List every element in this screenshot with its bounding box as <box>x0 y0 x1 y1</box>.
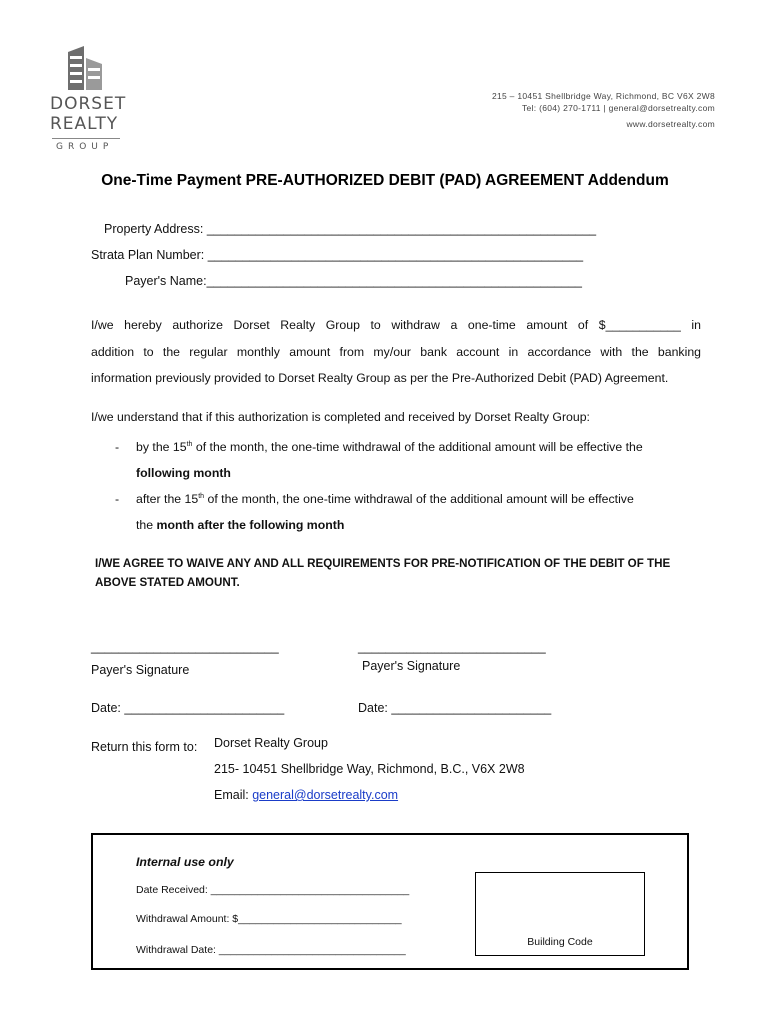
building-logo-icon <box>66 44 106 92</box>
bullet-1-pre: by the 15 <box>136 440 187 454</box>
property-address-field[interactable]: Property Address: ________________________________________________________ <box>104 222 597 236</box>
return-address: 215- 10451 Shellbridge Way, Richmond, B.C., V6X 2W8 <box>214 762 525 776</box>
understand-text: I/we understand that if this authorization is completed and received by Dorset Realty Group: <box>91 410 590 424</box>
waiver-line-1: I/WE AGREE TO WAIVE ANY AND ALL REQUIREMENTS FOR PRE-NOTIFICATION OF THE DEBIT OF THE <box>95 557 671 570</box>
bullet-2-line-2 <box>136 518 344 532</box>
bullet-2-post: of the month, the one-time withdrawal of the additional amount will be effective <box>204 492 634 506</box>
logo-line-3: GROUP <box>56 142 114 152</box>
header-address: 215 – 10451 Shellbridge Way, Richmond, BC V6X 2W8 <box>491 91 715 101</box>
bullet-1-post: of the month, the one-time withdrawal of the additional amount will be effective the <box>192 440 643 454</box>
logo-line-2: REALTY <box>50 114 119 134</box>
bullet-2-sup: th <box>198 492 205 500</box>
logo-line-1: DORSET <box>50 94 127 114</box>
withdrawal-amount-field[interactable]: Withdrawal Amount: $____________________________ <box>136 913 402 925</box>
company-logo <box>50 44 130 156</box>
bullet-2-line-1 <box>136 492 634 506</box>
bullet-1-sup: th <box>186 440 193 448</box>
signature-label-left: Payer's Signature <box>91 663 190 677</box>
authorization-line-3: information previously provided to Dorset Realty Group as per the Pre-Authorized Debit (PAD) Agreement. <box>91 371 669 385</box>
signature-line-right[interactable]: ___________________________ <box>358 640 546 654</box>
signature-label-right: Payer's Signature <box>362 659 461 673</box>
signature-line-left[interactable]: ___________________________ <box>91 640 279 654</box>
return-email-label: Email: <box>214 788 253 802</box>
bullet-dash-1: - <box>115 440 120 454</box>
bullet-2-line-2-bold: month after the following month <box>156 518 345 532</box>
bullet-1-line-1 <box>136 440 643 454</box>
return-email-line <box>214 788 398 802</box>
authorization-line-1: I/we hereby authorize Dorset Realty Group to withdraw a one-time amount of $___________ in <box>91 318 701 332</box>
building-code-label: Building Code <box>527 936 593 948</box>
authorization-line-2: addition to the regular monthly amount from my/our bank account in accordance with the banking <box>91 345 701 359</box>
waiver-line-2: ABOVE STATED AMOUNT. <box>95 576 240 589</box>
bullet-2-line-2-pre: the <box>136 518 157 532</box>
date-field-left[interactable]: Date: _______________________ <box>91 701 285 715</box>
logo-divider <box>52 138 120 139</box>
bullet-dash-2: - <box>115 492 120 506</box>
withdrawal-date-field[interactable]: Withdrawal Date: ________________________________ <box>136 944 406 956</box>
internal-use-heading: Internal use only <box>136 855 234 869</box>
header-website: www.dorsetrealty.com <box>626 119 715 129</box>
return-label: Return this form to: <box>91 740 198 754</box>
bullet-2-pre: after the 15 <box>136 492 199 506</box>
date-field-right[interactable]: Date: _______________________ <box>358 701 552 715</box>
header-contact <box>385 90 715 130</box>
page-title: One-Time Payment PRE-AUTHORIZED DEBIT (PAD) AGREEMENT Addendum <box>101 172 669 189</box>
payers-name-field[interactable]: Payer's Name:______________________________________________________ <box>125 274 582 288</box>
bullet-1-line-2: following month <box>136 466 231 480</box>
return-email-link[interactable]: general@dorsetrealty.com <box>252 788 399 802</box>
return-company: Dorset Realty Group <box>214 736 328 750</box>
header-tel-email: Tel: (604) 270-1711 | general@dorsetrealty.com <box>522 103 715 113</box>
date-received-field[interactable]: Date Received: __________________________________ <box>136 884 410 896</box>
strata-plan-field[interactable]: Strata Plan Number: ______________________________________________________ <box>91 248 584 262</box>
